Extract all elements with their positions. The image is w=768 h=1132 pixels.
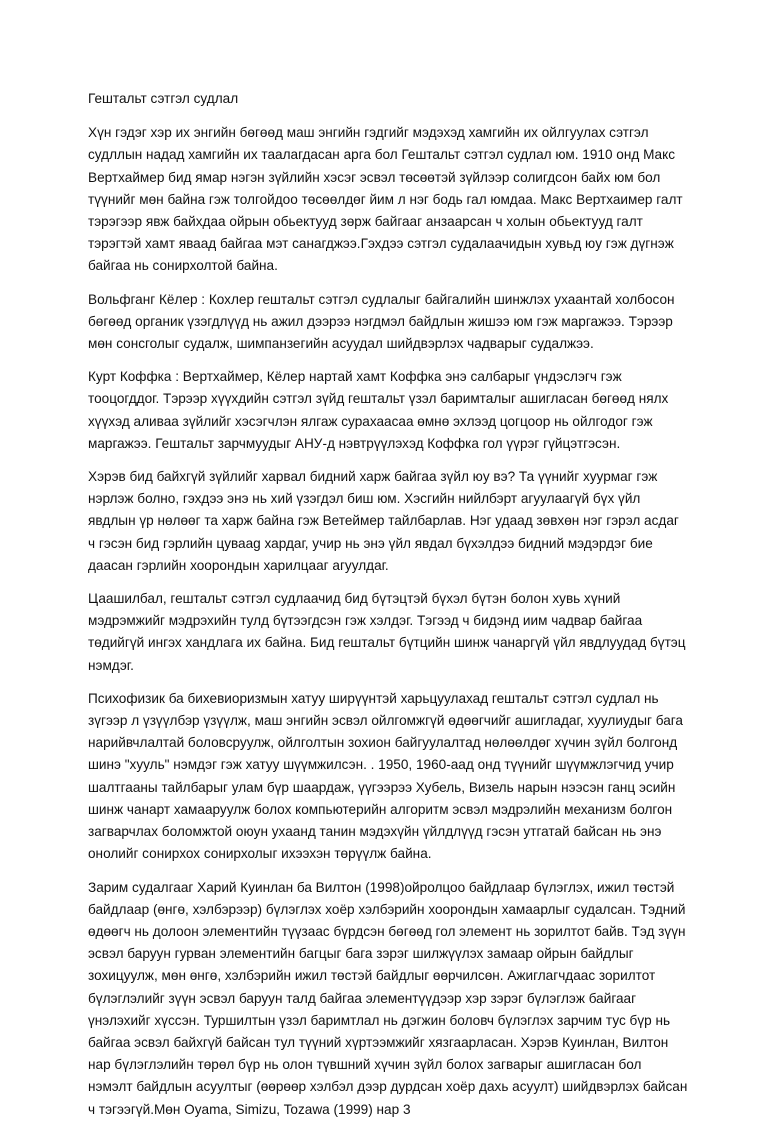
- paragraph-kohler: Вольфганг Кёлер : Кохлер гештальт сэтгэл судлалыг байгалийн шинжлэх ухаантай холбосон бөгөөд органик үзэгдлүүд нь ажил дээрээ нэгдмэл байдлын жишээ юм гэж маргажээ. Тэрээр мөн сонсголыг судалж, шимпанзегийн асуудал шийдвэрлэх чадварыг судалжээ.: [88, 291, 675, 352]
- paragraph-criticism: Психофизик ба бихевиоризмын хатуу ширүүнтэй харьцуулахад гештальт сэтгэл судлал нь зүгээр л үзүүлбэр үзүүлж, маш энгийн эсвэл ойлгомжгүй өдөөгчийг ашигладаг, хуулиудыг бага нарийвчлалтай боловсруулж, ойлголтын зохион байгуулалтад нөлөөлдөг хүчин зүйл болгонд шинэ "хууль" нэмдэг гэж хатуу шүүмжилсэн. . 1950, 1960-аад онд түүнийг шүүмжлэгчид учир шалтгааны тайлбарыг улам бүр шаардаж, үүгээрээ Хубель, Визель нарын нээсэн ганц эсийн шинж чанарт хамааруулж болох компьютерийн алгоритм эсвэл мэдрэлийн механизм болгон загварчлах боломжтой оюун ухаанд танин мэдэхүйн үйлдлүүд гэсэн утгатай байсан нь энэ онолийг сонирхох сонирхолыг ихээхэн төрүүлж байна.: [88, 690, 683, 862]
- paragraph-illusion: Хэрэв бид байхгүй зүйлийг харвал бидний харж байгаа зүйл юу вэ? Та үүнийг хуурмаг гэж нэрлэж болно, гэхдээ энэ нь хий үзэгдэл биш юм. Хэсгийн нийлбэрт агуулаагүй бүх үйл явдлын үр нөлөөг та харж байна гэж Ветеймер тайлбарлав. Нэг удаад зөвхөн нэг гэрэл асдаг ч гэсэн бид гэрлийн цуваag хардаг, учир нь энэ үйл явдал бүхэлдээ бидний мэдэрдэг бие даасан гэрлийн хоорондын харилцааг агуулдаг.: [88, 469, 679, 573]
- paragraph-koffka: Курт Коффка : Вертхаймер, Кёлер нартай хамт Коффка энэ салбарыг үндэслэгч гэж тооцогддог. Тэрээр хүүхдийн сэтгэл зүйд гештальт үзэл баримталыг ашигласан бөгөөд нялх хүүхэд аливаа зүйлийг хэсэгчлэн ялгаж сурахаасаа өмнө эхлээд цогцоор нь ойлгодог гэж маргажээ. Гештальт зарчмуудыг АНУ-д нэвтрүүлэхэд Коффка гол үүрэг гүйцэтгэсэн.: [88, 369, 669, 451]
- document-page: [88, 88, 688, 1132]
- paragraph-research: Зарим судалгааг Харий Куинлан ба Вилтон (1998)ойролцоо байдлаар бүлэглэх, ижил төстэй байдлаар (өнгө, хэлбэрээр) бүлэглэх хоёр хэлбэрийн хоорондын хамаарлыг судалсан. Тэдний өдөөгч нь долоон элементийн түүзаас бүрдсэн бөгөөд гол элемент нь зорилтот байв. Тэд зүүн эсвэл баруун гурван элементийн багцыг бага зэрэг шилжүүлэх замаар ойрын байдлыг зохицуулж, мөн өнгө, хэлбэрийн ижил төстэй байдлыг өөрчилсөн. Ажиглагчдаас зорилтот бүлэглэлийг зүүн эсвэл баруун талд байгаа элементүүдээр хэр зэрэг бүлэглэж байгааг үнэлэхийг хүссэн. Туршилтын үзэл баримтлал нь дэгжин боловч бүлэглэх зарчим тус бүр нь байгаа эсвэл байхгүй байсан тул түүний хүртээмжийг хязгаарласан. Хэрэв Куинлан, Вилтон нар бүлэглэлийн төрөл бүр нь олон түвшний хүчин зүйл болох загварыг ашигласан бол нэмэлт байдлын асуултыг (өөрөөр хэлбэл дээр дурдсан хоёр дахь асуулт) шийдвэрлэх байсан ч тэгээгүй.Мөн Oyama, Simizu, Tozawa (1999) нар 3: [88, 879, 688, 1117]
- paragraph-structure: Цаашилбал, гештальт сэтгэл судлаачид бид бүтэцтэй бүхэл бүтэн болон хувь хүний мэдрэмжийг мэдрэхийн тулд бүтээгдсэн гэж хэлдэг. Тэгээд ч бидэнд иим чадвар байгаа төдийгүй ингэх хандлага их байна. Бид гештальт бүтцийн шинж чанаргүй үйл явдлуудад бүтэц нэмдэг.: [88, 591, 686, 673]
- document-title: Гештальт сэтгэл судлал: [88, 91, 239, 106]
- paragraph-intro: Хүн гэдэг хэр их энгийн бөгөөд маш энгийн гэдгийг мэдэхэд хамгийн их ойлгуулах сэтгэл судллын надад хамгийн их таалагдасан арга бол Гештальт сэтгэл судлал юм. 1910 онд Макс Вертхаймер бид ямар нэгэн зүйлийн хэсэг эсвэл төсөөтэй зүйлээр солигдсон байх юм бол түүнийг мөн байна гэж толгойдоо төсөөлдөг йим л нэг бодь гал юмдаа. Макс Вертхаимер галт тэрэгээр явж байхдаа ойрын обьектууд зөрж байгааг анзаарсан ч холын обьектууд галт тэрэгтэй хамт яваад байгаа мэт санагджээ.Гэхдээ сэтгэл судалаачидын хувьд юу гэж дүгнэж байгаа нь сонирхолтой байна.: [88, 125, 683, 274]
